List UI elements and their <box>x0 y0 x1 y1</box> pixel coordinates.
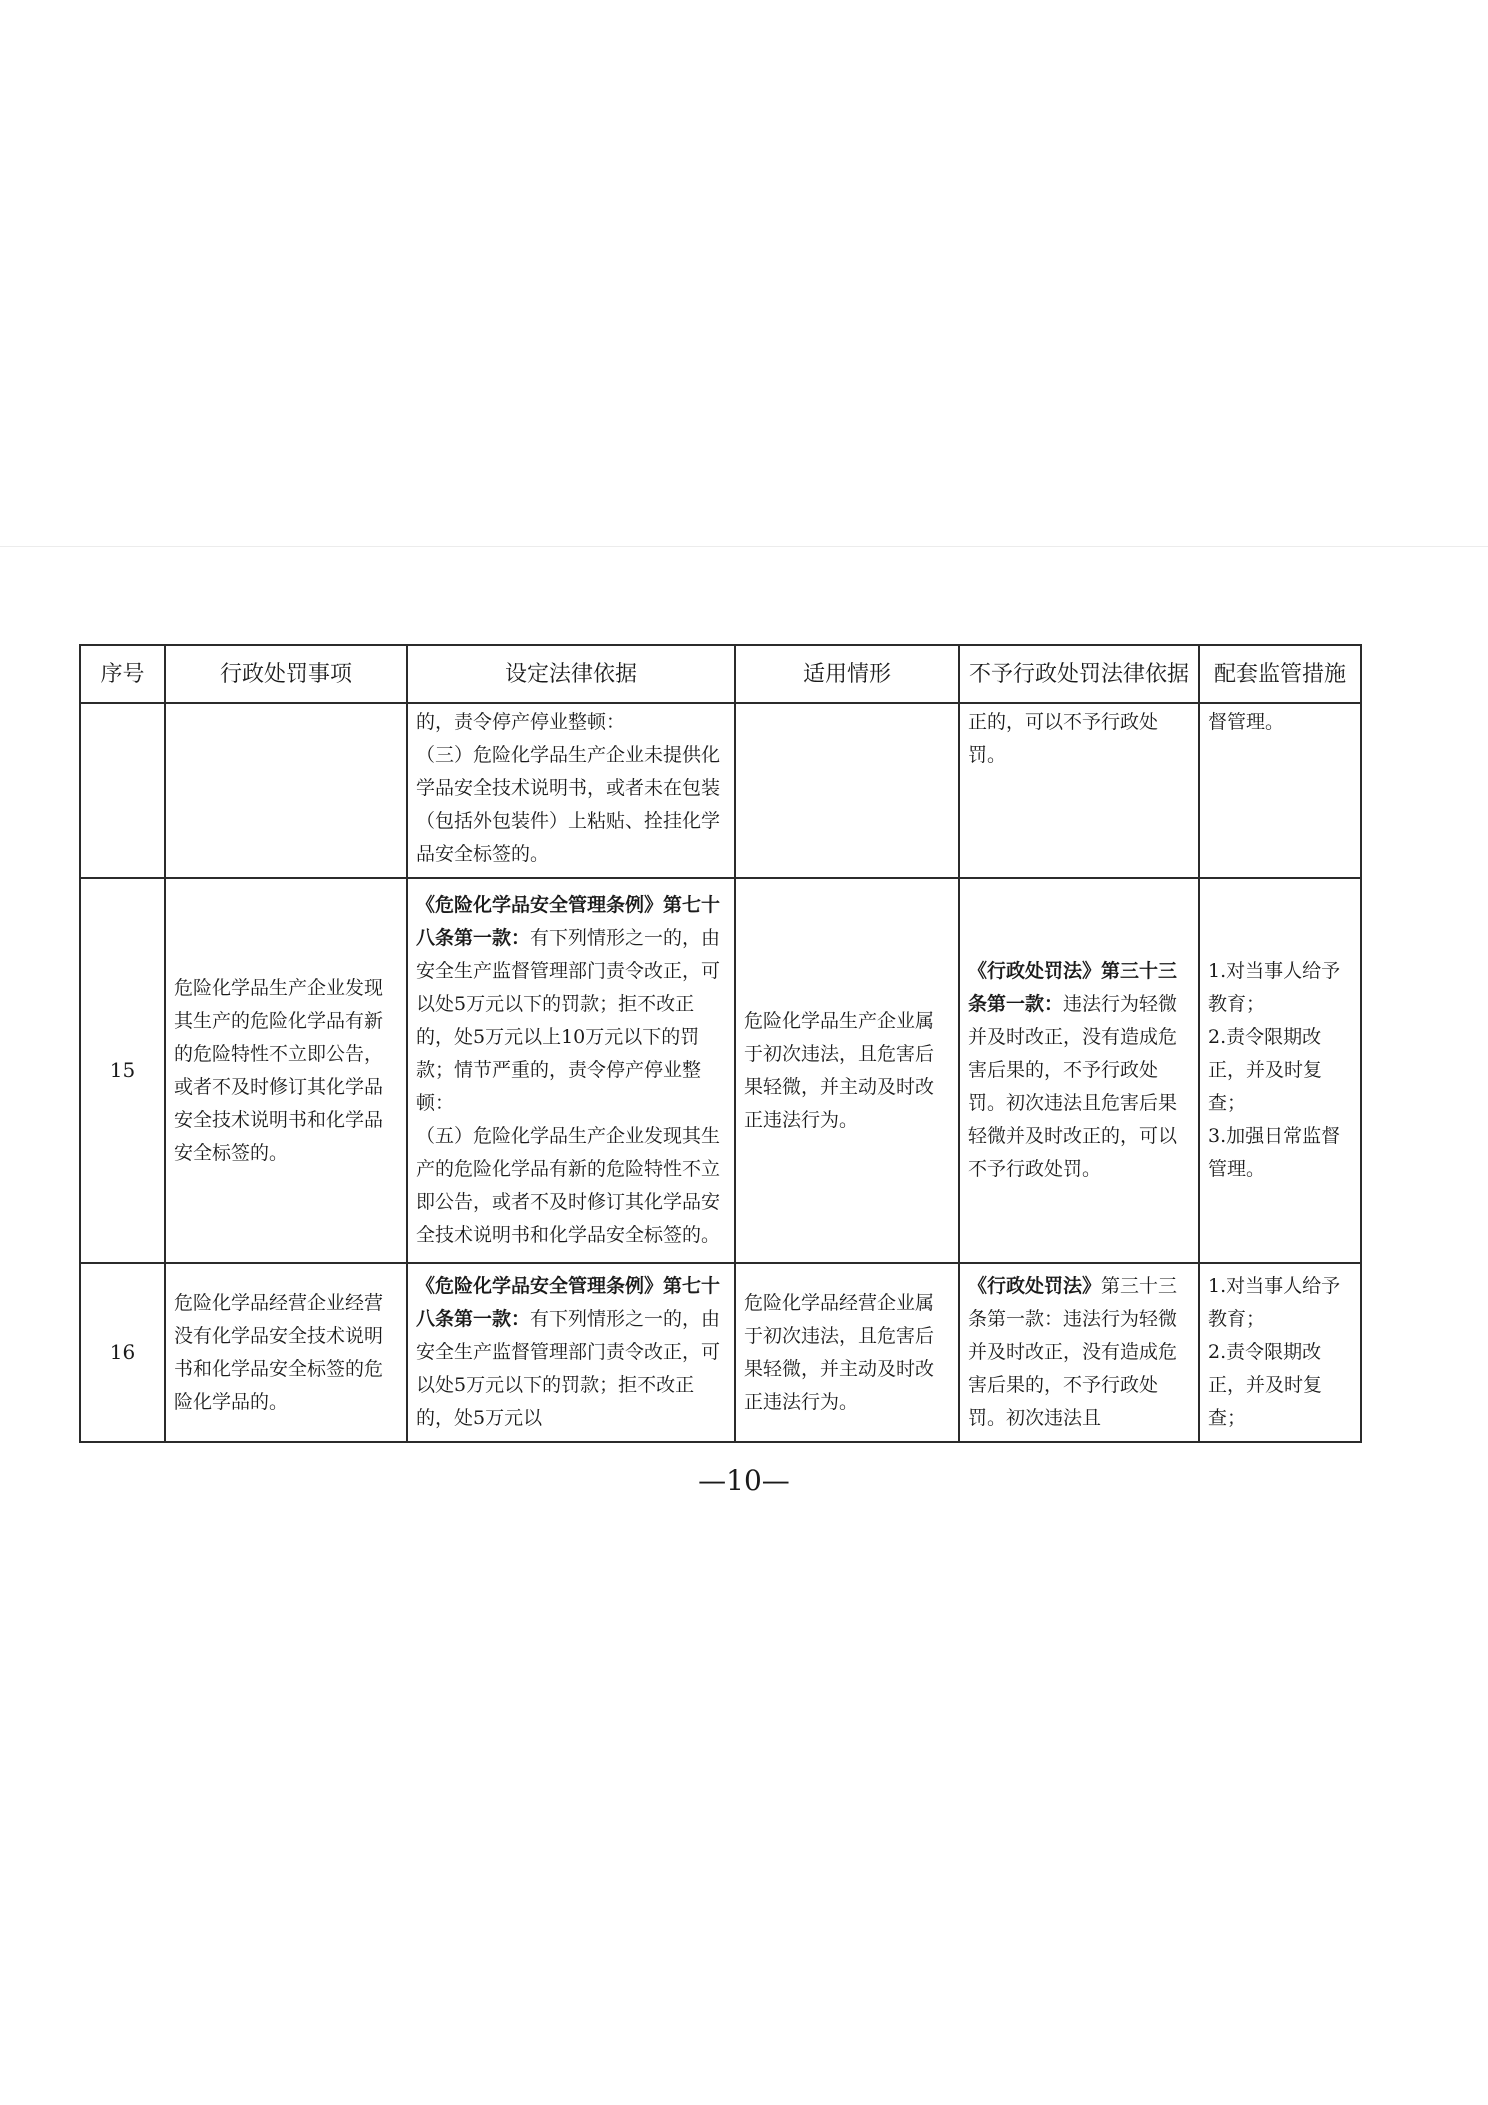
row-exemption <box>959 703 1199 878</box>
row-exemption <box>959 878 1199 1263</box>
row-measures <box>1199 1263 1361 1442</box>
row-matter <box>165 703 407 878</box>
exemption-text: 正的，可以不予行政处罚。 <box>968 711 1159 766</box>
row-seq: 16 <box>80 1263 165 1442</box>
row-seq: 15 <box>80 878 165 1263</box>
legal-basis-text: 有下列情形之一的，由安全生产监督管理部门责令改正，可以处5万元以下的罚款；拒不改正的，处5万元以 <box>416 1308 721 1429</box>
header-seq: 序号 <box>80 645 165 703</box>
row-measures <box>1199 703 1361 878</box>
header-matter: 行政处罚事项 <box>165 645 407 703</box>
legal-basis-clause: （三）危险化学品生产企业未提供化学品安全技术说明书，或者未在包装（包括外包装件）上粘贴、拴挂化学品安全标签的。 <box>416 744 721 865</box>
exemption-text: 违法行为轻微并及时改正，没有造成危害后果的，不予行政处罚。初次违法且危害后果轻微并及时改正的，可以不予行政处罚。 <box>968 993 1178 1180</box>
measure-item: 2.责令限期改正，并及时复查； <box>1208 1341 1323 1429</box>
measure-item: 3.加强日常监督管理。 <box>1208 1125 1341 1180</box>
row-measures <box>1199 878 1361 1263</box>
row-legal-basis <box>407 1263 735 1442</box>
row-situation <box>735 703 959 878</box>
table-header-row <box>80 645 1361 703</box>
legal-basis-text: 有下列情形之一的，由安全生产监督管理部门责令改正，可以处5万元以下的罚款；拒不改正的，处5万元以上10万元以下的罚款；情节严重的，责令停产停业整顿： <box>416 927 721 1114</box>
header-situation: 适用情形 <box>735 645 959 703</box>
row-matter: 危险化学品生产企业发现其生产的危险化学品有新的危险特性不立即公告，或者不及时修订其化学品安全技术说明书和化学品安全标签的。 <box>165 878 407 1263</box>
row-matter: 危险化学品经营企业经营没有化学品安全技术说明书和化学品安全标签的危险化学品的。 <box>165 1263 407 1442</box>
header-exemption: 不予行政处罚法律依据 <box>959 645 1199 703</box>
row-situation: 危险化学品生产企业属于初次违法，且危害后果轻微，并主动及时改正违法行为。 <box>735 878 959 1263</box>
row-situation: 危险化学品经营企业属于初次违法，且危害后果轻微，并主动及时改正违法行为。 <box>735 1263 959 1442</box>
scan-fold-line <box>0 546 1488 547</box>
row-legal-basis <box>407 878 735 1263</box>
penalty-table <box>79 644 1362 1443</box>
row-seq <box>80 703 165 878</box>
legal-basis-text: 的，责令停产停业整顿： <box>416 711 626 733</box>
measure-item: 2.责令限期改正，并及时复查； <box>1208 1026 1323 1114</box>
row-legal-basis <box>407 703 735 878</box>
exemption-lead: 《行政处罚法》第三十三条第一款： <box>968 960 1178 1015</box>
table-row <box>80 1263 1361 1442</box>
exemption-text: 第三十三条第一款：违法行为轻微并及时改正，没有造成危害后果的，不予行政处罚。初次违法且 <box>968 1275 1178 1429</box>
measure-item: 1.对当事人给予教育； <box>1208 960 1341 1015</box>
exemption-lead: 《行政处罚法》 <box>968 1275 1102 1297</box>
table-row <box>80 703 1361 878</box>
legal-basis-clause: （五）危险化学品生产企业发现其生产的危险化学品有新的危险特性不立即公告，或者不及时修订其化学品安全技术说明书和化学品安全标签的。 <box>416 1125 721 1246</box>
row-exemption <box>959 1263 1199 1442</box>
table-row <box>80 878 1361 1263</box>
legal-basis-lead: 《危险化学品安全管理条例》第七十八条第一款： <box>416 894 721 949</box>
measure-item: 督管理。 <box>1208 711 1285 733</box>
page-number: —10— <box>698 1464 790 1497</box>
measure-item: 1.对当事人给予教育； <box>1208 1275 1341 1330</box>
header-measures: 配套监管措施 <box>1199 645 1361 703</box>
header-legal-basis: 设定法律依据 <box>407 645 735 703</box>
legal-basis-lead: 《危险化学品安全管理条例》第七十八条第一款： <box>416 1275 721 1330</box>
